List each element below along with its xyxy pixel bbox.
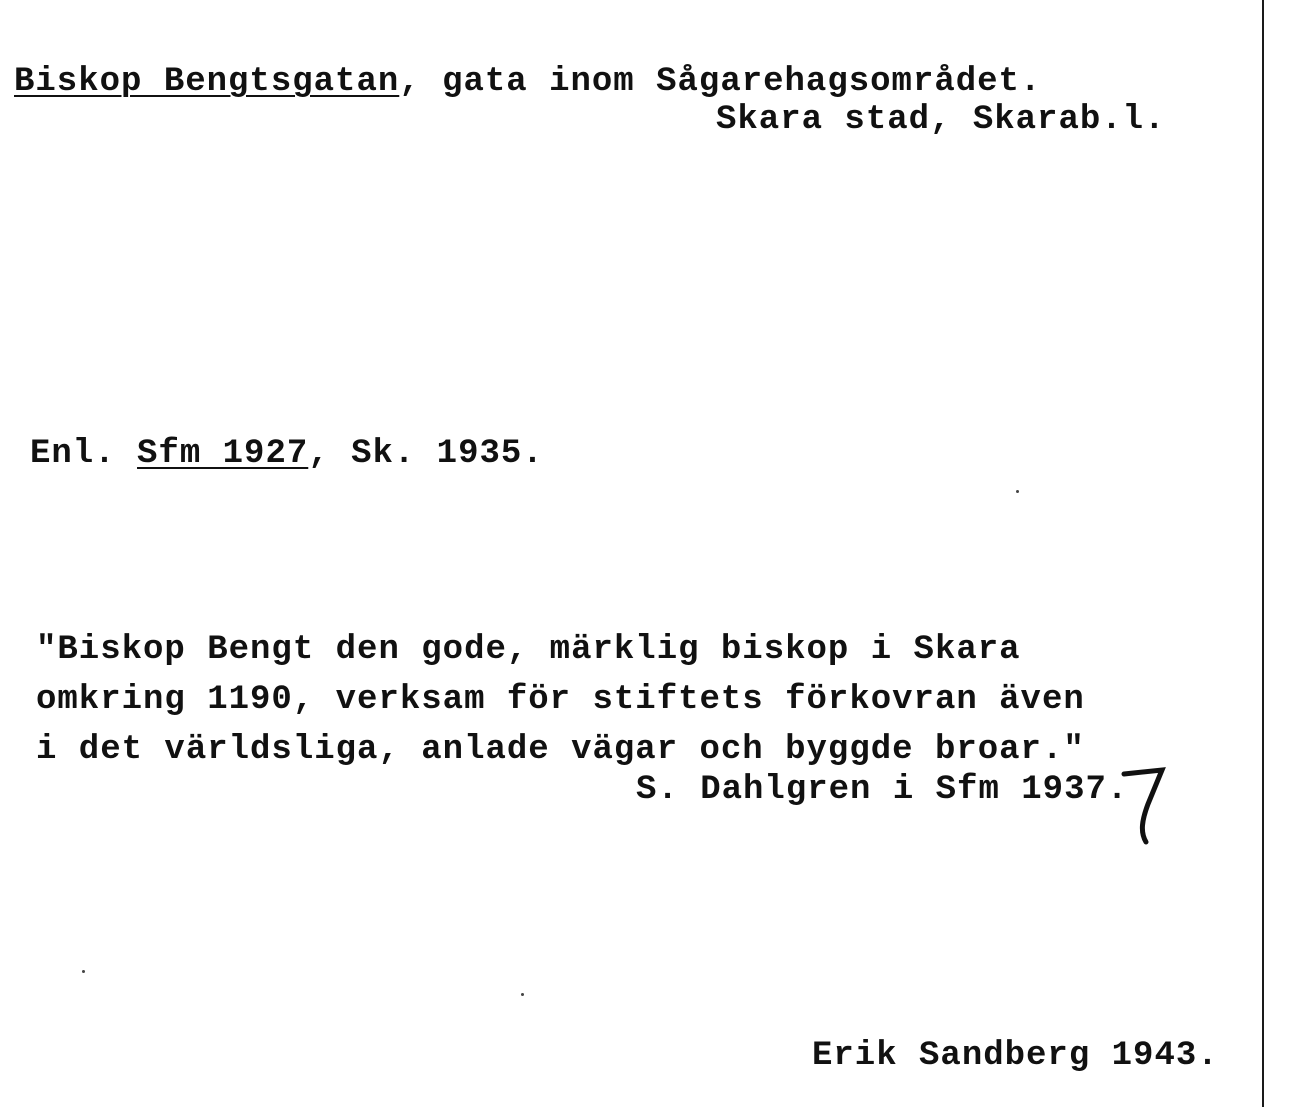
reference-source: Sfm 1927 [137,435,309,473]
reference-prefix: Enl. [30,435,138,473]
paper-speck [521,993,524,996]
attribution-text: S. Dahlgren i Sfm 19 [636,771,1065,809]
location-line: Skara stad, Skarab.l. [716,101,1166,139]
reference-line [30,434,544,474]
quote-attribution [636,770,1128,810]
reference-rest: , Sk. 1935. [308,435,544,473]
street-description: , gata inom Sågarehagsområdet. [399,63,1042,101]
street-name: Biskop Bengtsgatan [14,63,400,101]
card-right-edge [1262,0,1264,1107]
paper-speck [1016,490,1019,493]
attribution-punct: . [1106,771,1129,809]
signature: Erik Sandberg 1943. [812,1037,1219,1075]
attribution-year-end: 37 [1064,771,1107,809]
quote-line: i det världsliga, anlade vägar och byggde broar." [36,731,1085,769]
quote-line: "Biskop Bengt den gode, märklig biskop i Skara [36,631,1021,669]
card-heading [14,62,1041,102]
paper-speck [82,970,85,973]
quote-line: omkring 1190, verksam för stiftets förkovran även [36,681,1085,719]
handwritten-correction [1118,760,1168,850]
